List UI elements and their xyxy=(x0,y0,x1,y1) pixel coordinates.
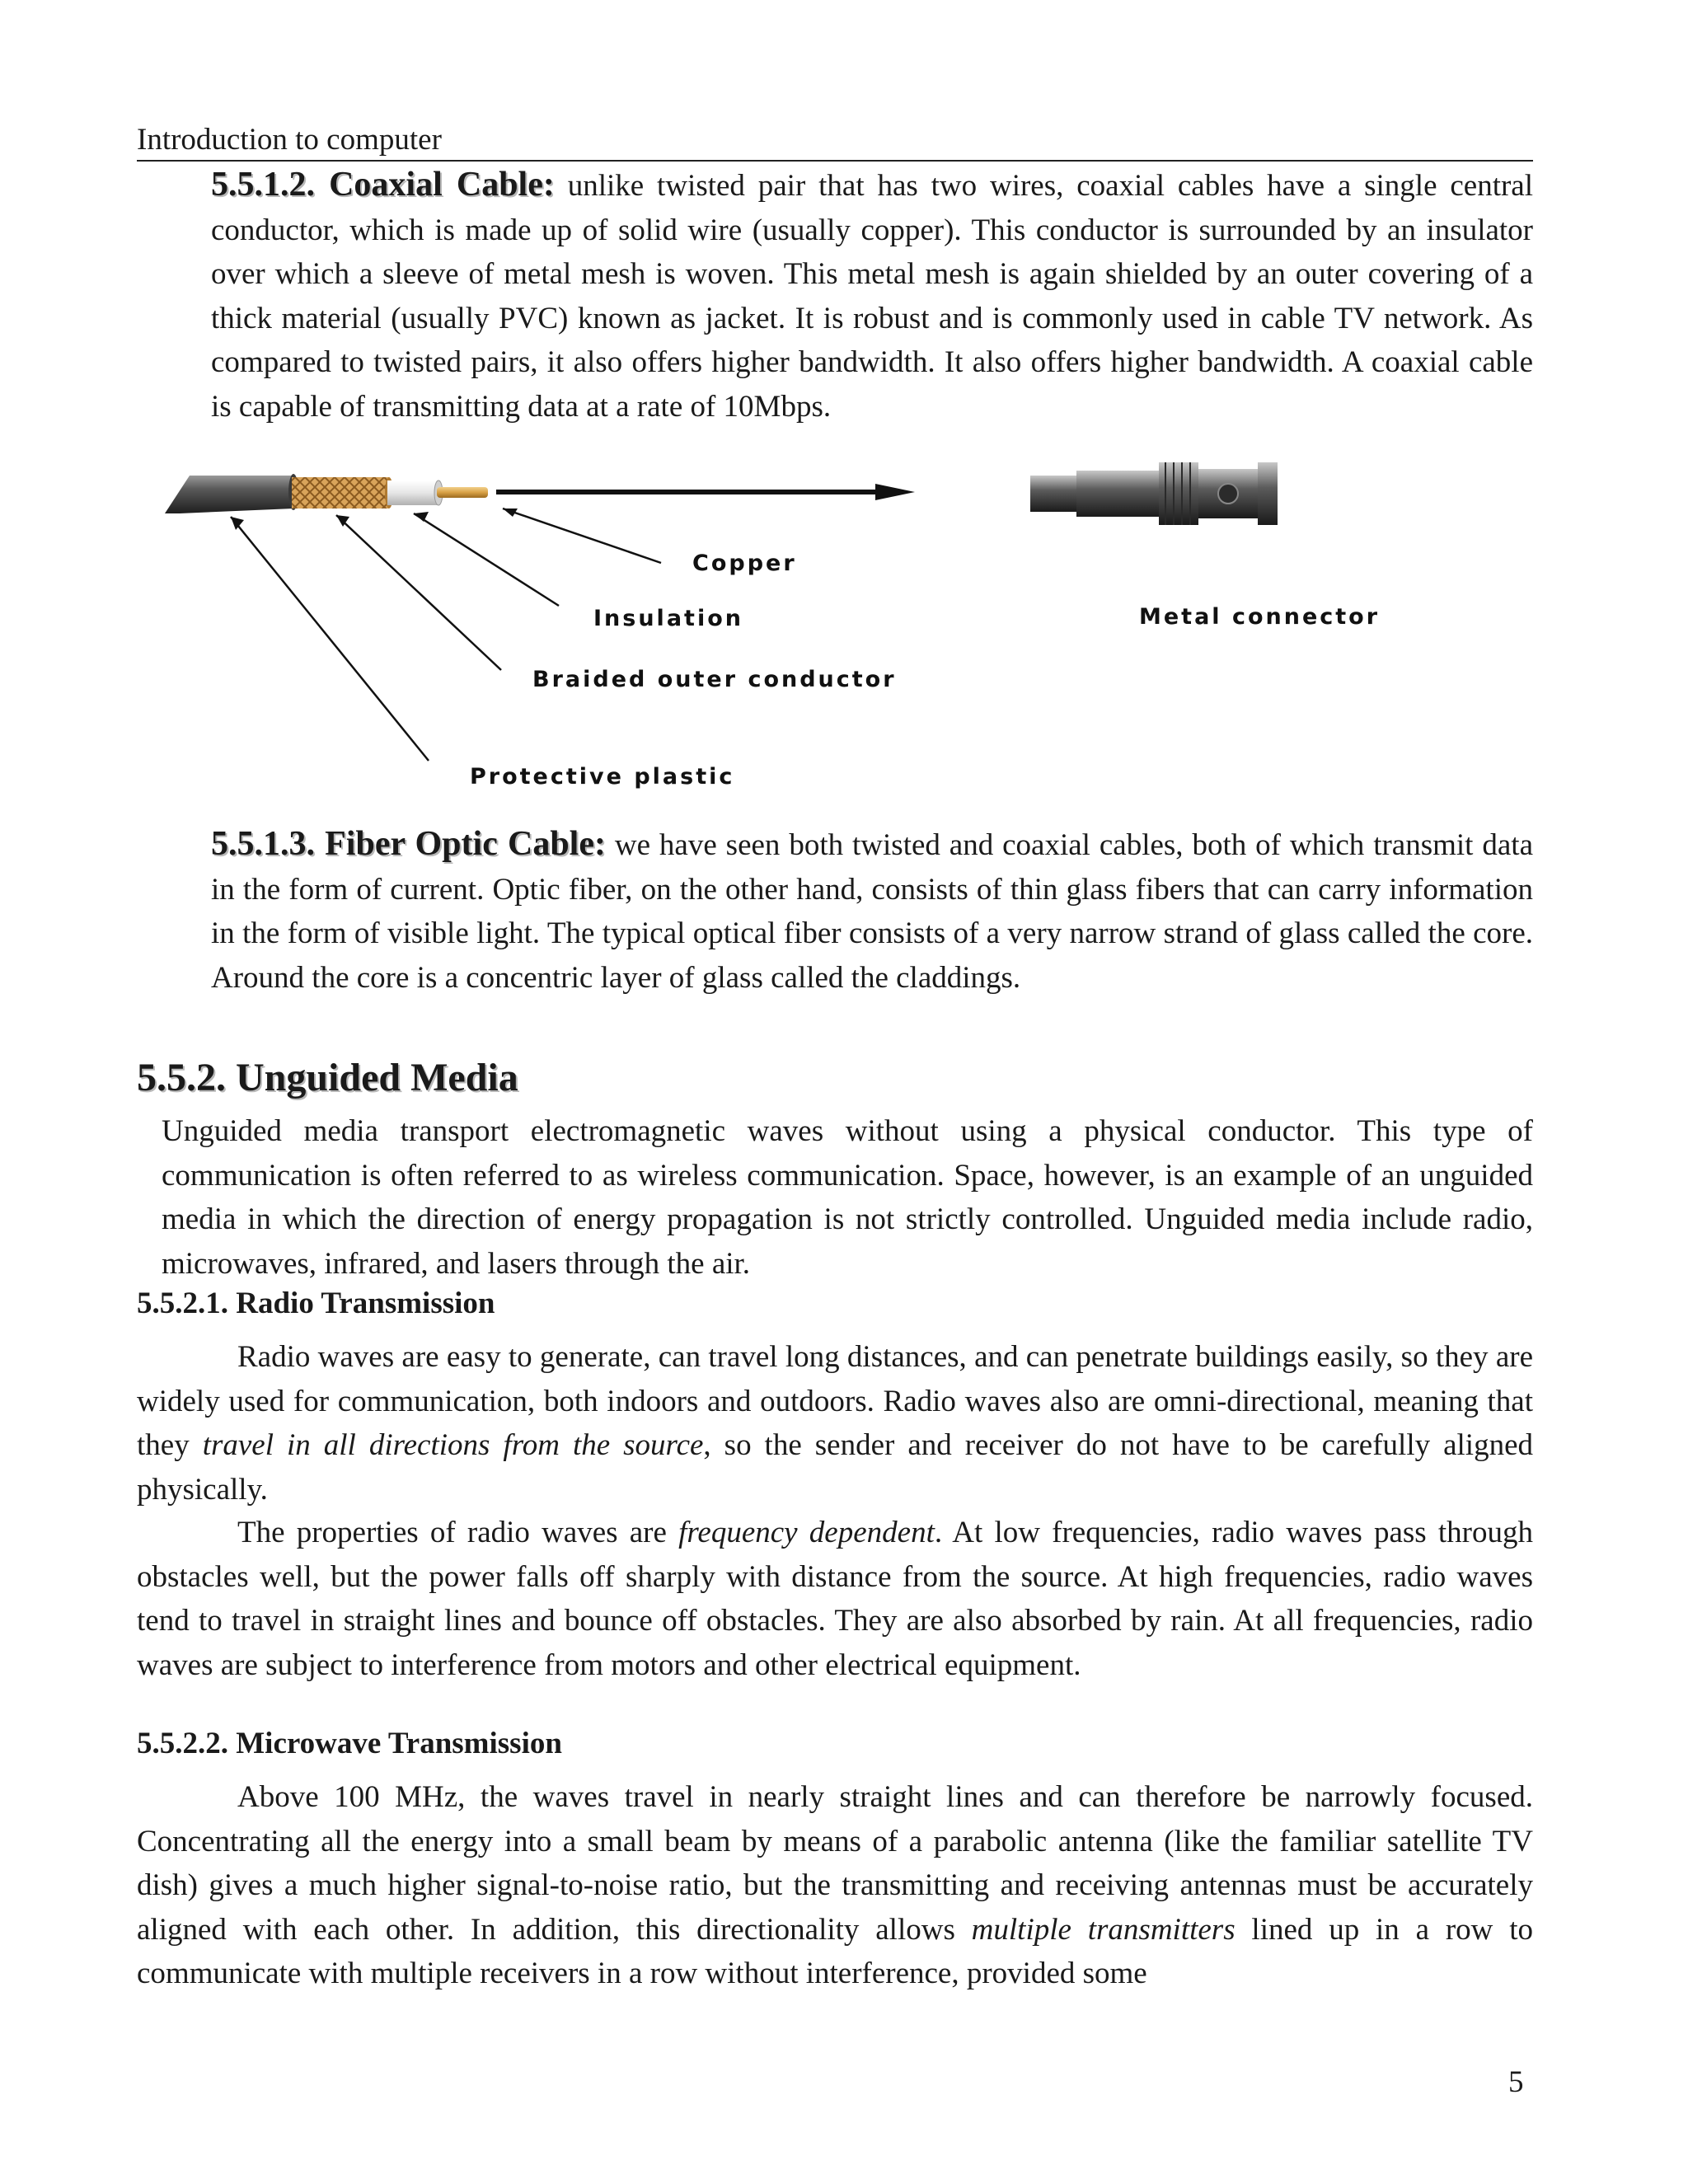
radio-p2-text-b: . At low frequencies, radio waves pass through obstacles well, but the power falls off sharply with distance from the source. At high frequencies, radio waves tend to travel in straight lines and bounce off obstacles. They are also absorbed by rain. At all frequencies, radio waves are subject to interference from motors and other electrical equipment. xyxy=(137,1516,1533,1682)
coaxial-text: unlike twisted pair that has two wires, coaxial cables have a single central conductor, which is made up of solid wire (usually copper). This conductor is surrounded by an insulator over which a sleeve of metal mesh is woven. This metal mesh is again shielded by an outer covering of a thick material (usually PVC) known as jacket. It is robust and is commonly used in cable TV network. As compared to twisted pairs, it also offers higher bandwidth. It also offers higher bandwidth. A coaxial cable is capable of transmitting data at a rate of 10Mbps. xyxy=(211,169,1534,424)
braided-leader xyxy=(336,515,501,670)
metal-connector-image xyxy=(1030,462,1278,525)
fiber-heading: 5.5.1.3. Fiber Optic Cable: xyxy=(211,825,606,863)
coaxial-cable-figure xyxy=(157,457,1475,812)
unguided-paragraph: Unguided media transport electromagnetic waves without using a physical conductor. This type of communication is often referred to as wireless communication. Space, however, is an example of an unguided media in which the direction of energy propagation is not strictly controlled. Unguided media include radio, microwaves, infrared, and lasers through the air. xyxy=(162,1114,1533,1281)
jacket-shape xyxy=(165,476,293,513)
braid-shape xyxy=(292,477,389,509)
microwave-paragraph xyxy=(137,1775,1533,1996)
microwave-heading: 5.5.2.2. Microwave Transmission xyxy=(137,1727,562,1760)
radio-p2-text-a: The properties of radio waves are xyxy=(237,1516,679,1549)
insulation-leader xyxy=(414,513,559,606)
fiber-text: we have seen both twisted and coaxial cables, both of which transmit data in the form of current. Optic fiber, on the other hand, consists of thin glass fibers that can carry information in the form of visible light. The typical optical fiber consists of a very narrow strand of glass called the core. Around the core is a concentric layer of glass called the claddings. xyxy=(211,828,1533,995)
radio-p2-emphasis: frequency dependent xyxy=(678,1516,935,1549)
running-header: Introduction to computer xyxy=(137,123,442,157)
microwave-p1-text-b: lined up in a row to communicate with multiple receivers in a row without interference, provided some xyxy=(137,1912,1533,1990)
label-connector: Metal connector xyxy=(1139,604,1381,630)
label-insulation: Insulation xyxy=(593,606,743,631)
copper-leader xyxy=(503,509,661,563)
label-protective: Protective plastic xyxy=(470,764,735,790)
page-number: 5 xyxy=(1508,2065,1524,2099)
coaxial-heading: 5.5.1.2. Coaxial Cable: xyxy=(211,166,555,204)
insulation-shape xyxy=(387,480,438,505)
fiber-paragraph xyxy=(211,823,1533,1000)
radio-p1-text-a: Radio waves are easy to generate, can travel long distances, and can penetrate buildings easily, so they are widely used for communication, both indoors and outdoors. Radio waves also are omni-directional, meaning that they xyxy=(137,1340,1533,1462)
header-rule xyxy=(137,160,1533,162)
radio-paragraph-1 xyxy=(137,1335,1533,1511)
label-copper: Copper xyxy=(692,551,797,576)
copper-shape xyxy=(437,487,488,498)
coaxial-paragraph xyxy=(211,163,1533,429)
radio-paragraph-2 xyxy=(137,1511,1533,1687)
unguided-heading: 5.5.2. Unguided Media xyxy=(137,1056,518,1099)
protective-leader xyxy=(231,517,429,761)
radio-p1-text-b: , so the sender and receiver do not have to be carefully aligned physically. xyxy=(137,1428,1534,1507)
microwave-p1-text-a: Above 100 MHz, the waves travel in nearly straight lines and can therefore be narrowly focused. Concentrating all the energy into a small beam by means of a parabolic antenna (like the familiar satellite TV dish) gives a much higher signal-to-noise ratio, but the transmitting and receiving antennas must be accurately aligned with each other. In addition, this directionality allows xyxy=(137,1780,1533,1947)
microwave-p1-emphasis: multiple transmitters xyxy=(971,1912,1236,1947)
radio-heading: 5.5.2.1. Radio Transmission xyxy=(137,1286,495,1320)
radio-p1-emphasis: travel in all directions from the source xyxy=(202,1428,704,1462)
label-braided: Braided outer conductor xyxy=(532,667,897,692)
